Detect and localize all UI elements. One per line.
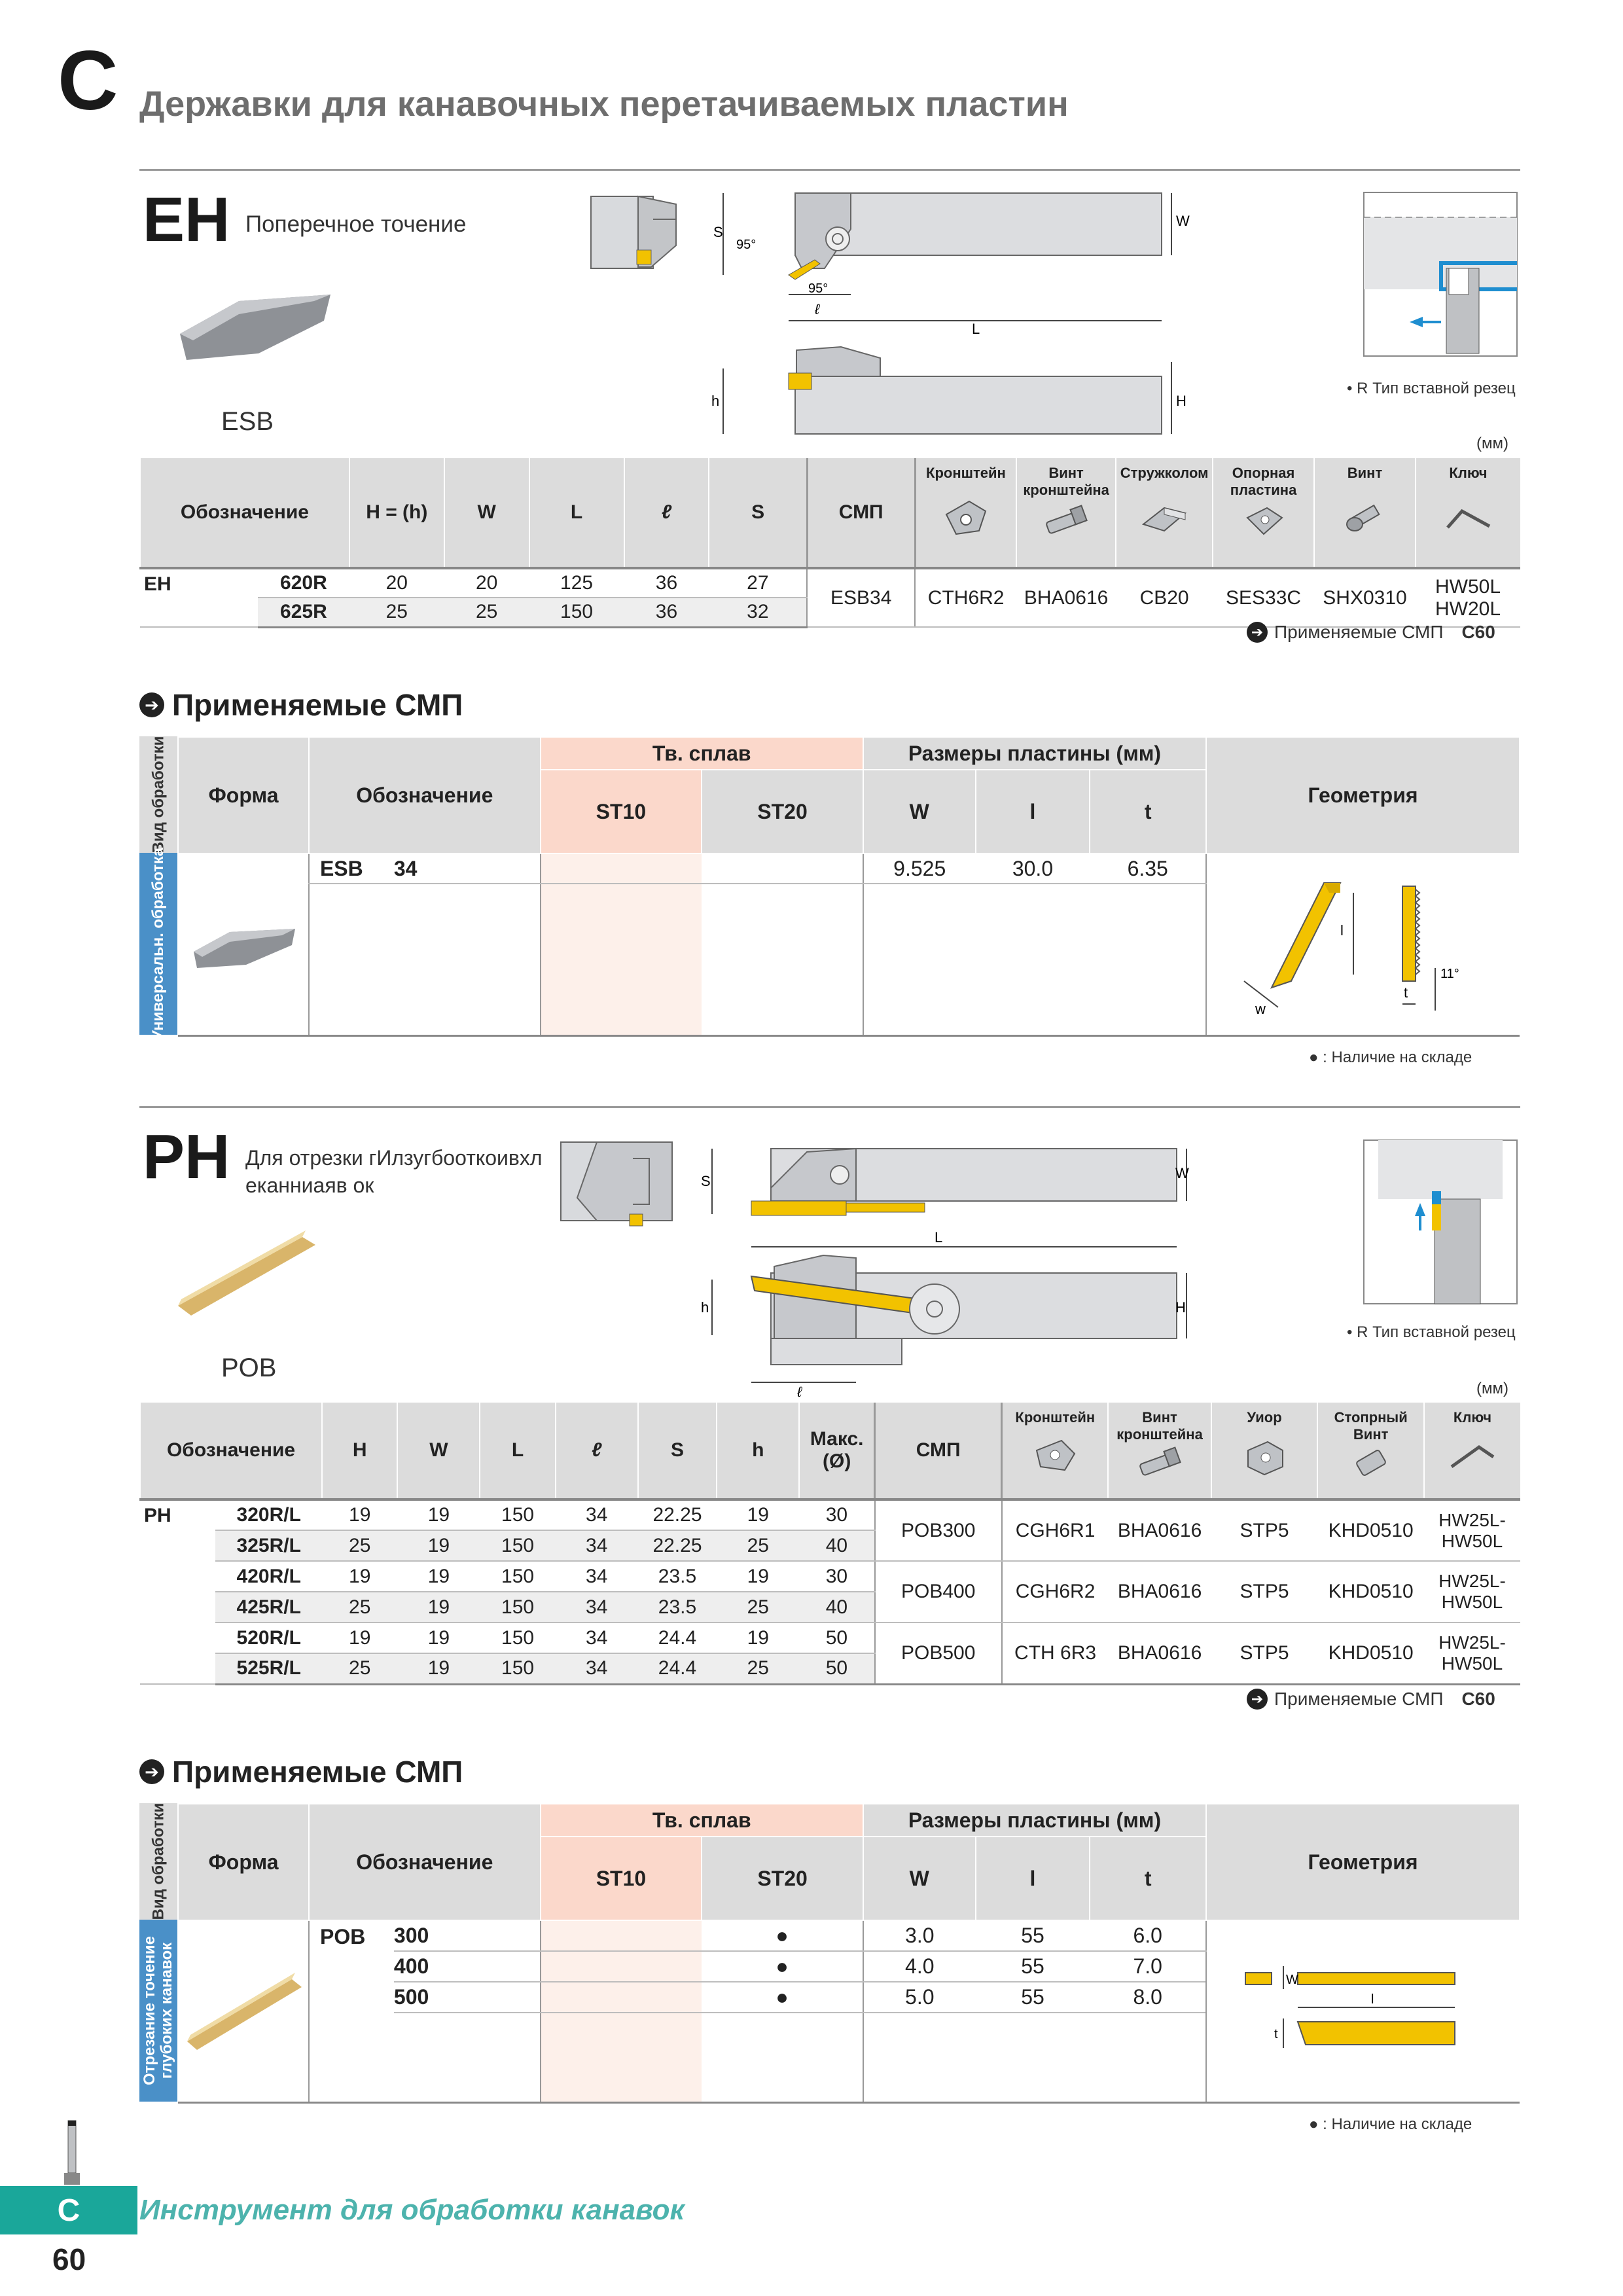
eh-part-keys	[1416, 568, 1520, 627]
chipbreaker-icon	[1138, 495, 1190, 541]
eh-part-bracket: CTH6R2	[915, 568, 1016, 627]
ph-dimension-drawing	[699, 1139, 1196, 1401]
eh-dim-s: S	[713, 224, 723, 240]
bracket-icon	[940, 495, 992, 541]
eh-ins-th-form: Форма	[178, 737, 309, 853]
eh-th-ls: ℓ	[624, 458, 709, 568]
ph-ins-row-0-code: 300	[394, 1920, 541, 1951]
ph-mm-unit: (мм)	[1476, 1380, 1508, 1397]
eh-ins-empty	[1090, 884, 1206, 1035]
eh-family: EH	[140, 568, 258, 627]
ph-spec-table	[139, 1403, 1520, 1685]
ph-ins-th-st10: ST10	[541, 1837, 702, 1920]
pob-insert-form-image	[181, 1953, 305, 2064]
ph-row-4-hh: 19	[717, 1623, 799, 1653]
ph-th-h: H	[322, 1403, 397, 1499]
esb-geometry-drawing	[1226, 867, 1501, 1017]
eh-th-bracket-label: Кронштейн	[926, 465, 1006, 481]
eh-application-sketch	[1363, 191, 1520, 361]
ph-ins-row-0-t: 6.0	[1090, 1920, 1206, 1951]
ph-ins-row-2-st10	[541, 1982, 702, 2013]
ph-description-2: еканниаяв ок	[245, 1174, 374, 1197]
ph-group-2-smp: POB500	[875, 1623, 1002, 1684]
ph-row-0-ls: 34	[556, 1499, 638, 1530]
eh-ins-empty	[863, 884, 976, 1035]
eh-dim-L: L	[972, 321, 980, 337]
ph-th-designation: Обозначение	[140, 1403, 322, 1499]
ph-row-1-max: 40	[799, 1530, 874, 1561]
ph-geo-t: t	[1274, 2026, 1278, 2041]
ph-group-0-bracket: CGH6R1	[1002, 1499, 1109, 1561]
eh-geo-l: l	[1340, 922, 1344, 939]
ph-divider	[139, 1106, 1520, 1108]
eh-part-shim: SES33C	[1213, 568, 1314, 627]
ph-row-2-s: 23.5	[638, 1561, 717, 1592]
footer-chapter-tab: C	[0, 2186, 137, 2234]
ph-row-0-h: 19	[322, 1499, 397, 1530]
eh-key-1: HW50L	[1435, 575, 1501, 598]
ph-th-ls: ℓ	[556, 1403, 638, 1499]
eh-ins-th-t: t	[1090, 770, 1206, 853]
eh-th-l: L	[529, 458, 624, 568]
bracket-icon	[1029, 1434, 1081, 1480]
page-number: 60	[52, 2242, 86, 2276]
ph-row-3-s: 23.5	[638, 1592, 717, 1623]
ph-th-l: L	[480, 1403, 555, 1499]
ph-row-1-code: 325R/L	[215, 1530, 322, 1561]
ph-dim-s: S	[701, 1173, 711, 1189]
title-divider	[139, 169, 1520, 171]
ph-row-4-h: 19	[322, 1623, 397, 1653]
arrow-right-icon: ➔	[1247, 622, 1268, 643]
eh-r-note: • R Тип вставной резец	[1347, 380, 1516, 397]
ph-ins-row-1-code: 400	[394, 1951, 541, 1982]
eh-ins-th-st20: ST20	[702, 770, 863, 853]
pob-insert-image	[171, 1211, 322, 1322]
ph-row-5-h: 25	[322, 1653, 397, 1684]
eh-row-0-L: 125	[529, 568, 624, 598]
eh-insert-table	[177, 736, 1520, 1037]
ph-th-bracket-screw-label: Винт кронштейна	[1116, 1409, 1203, 1443]
eh-geo-w: w	[1255, 1000, 1266, 1017]
pob-insert-name: POB	[221, 1354, 277, 1382]
eh-th-h: H = (h)	[349, 458, 444, 568]
ph-ins-row-1-st10	[541, 1951, 702, 1982]
ph-ins-th-st20: ST20	[702, 1837, 863, 1920]
ph-th-key-label: Ключ	[1453, 1409, 1492, 1426]
eh-dim-l-small: ℓ	[815, 301, 820, 317]
ph-dim-L: L	[935, 1229, 943, 1246]
eh-stock-note: ● : Наличие на складе	[1309, 1049, 1472, 1066]
ph-insert-table	[177, 1803, 1520, 2104]
ph-ins-row-0-l: 55	[976, 1920, 1090, 1951]
ph-th-key	[1424, 1403, 1520, 1499]
ph-row-2-hh: 19	[717, 1561, 799, 1592]
ph-ins-empty	[541, 2013, 702, 2102]
ph-row-2-L: 150	[480, 1561, 555, 1592]
ph-ins-th-w: W	[863, 1837, 976, 1920]
eh-ins-form-cell	[178, 853, 309, 1035]
eh-link-page: C60	[1461, 622, 1495, 642]
ph-row-3-hh: 25	[717, 1592, 799, 1623]
eh-row-0-ls: 36	[624, 568, 709, 598]
esb-insert-image	[167, 281, 337, 373]
ph-ins-row-0-st10	[541, 1920, 702, 1951]
ph-row-3-w: 19	[397, 1592, 480, 1623]
ph-group-1-key: HW25L-HW50L	[1424, 1561, 1520, 1623]
eh-part-screw: SHX0310	[1314, 568, 1416, 627]
ph-ins-empty	[1090, 2013, 1206, 2102]
chapter-letter: C	[58, 34, 118, 128]
eh-ins-empty	[702, 884, 863, 1035]
stop-block-icon	[1238, 1434, 1291, 1480]
eh-th-screw	[1314, 458, 1416, 568]
eh-th-key	[1416, 458, 1520, 568]
ph-group-2-bracket: CTH 6R3	[1002, 1623, 1109, 1684]
eh-smp: ESB34	[807, 568, 915, 627]
ph-th-s: S	[638, 1403, 717, 1499]
page-title: Державки для канавочных перетачиваемых пластин	[139, 84, 1069, 124]
ph-row-4-max: 50	[799, 1623, 874, 1653]
eh-inserts-heading-text: Применяемые СМП	[172, 688, 463, 722]
ph-ins-empty	[976, 2013, 1090, 2102]
ph-ins-th-alloy: Тв. сплав	[541, 1804, 863, 1837]
eh-th-s: S	[709, 458, 807, 568]
screw-icon	[1040, 501, 1092, 541]
esb-insert-form-image	[184, 906, 302, 978]
ph-group-0-stop: STP5	[1211, 1499, 1318, 1561]
hex-key-icon	[1446, 1434, 1499, 1480]
ph-family: PH	[140, 1499, 215, 1684]
ph-group-0-key: HW25L-HW50L	[1424, 1499, 1520, 1561]
ph-group-1-bracket: CGH6R2	[1002, 1561, 1109, 1623]
ph-dim-l-small: ℓ	[797, 1384, 802, 1400]
eh-angle-1: 95°	[736, 238, 757, 252]
ph-side-process-type	[139, 1803, 177, 1920]
ph-th-max-1: Макс.	[810, 1428, 864, 1450]
ph-ins-form-cell	[178, 1920, 309, 2102]
eh-ins-row-0-w: 9.525	[863, 853, 976, 884]
eh-row-1-ls: 36	[624, 598, 709, 627]
eh-row-0-w: 20	[444, 568, 529, 598]
eh-spec-table	[139, 458, 1520, 628]
eh-ins-empty	[541, 884, 702, 1035]
ph-row-5-code: 525R/L	[215, 1653, 322, 1684]
ph-ins-empty	[863, 2013, 976, 2102]
ph-row-5-L: 150	[480, 1653, 555, 1684]
eh-link-text: Применяемые СМП	[1274, 622, 1444, 642]
ph-group-0-stop-screw: KHD0510	[1317, 1499, 1424, 1561]
eh-ins-th-st10: ST10	[541, 770, 702, 853]
ph-group-2-key: HW25L-HW50L	[1424, 1623, 1520, 1684]
ph-row-0-s: 22.25	[638, 1499, 717, 1530]
eh-inserts-heading	[139, 687, 463, 723]
ph-stock-note: ● : Наличие на складе	[1309, 2115, 1472, 2133]
eh-geo-t: t	[1404, 984, 1408, 1001]
eh-ins-row-0-st10	[541, 853, 702, 884]
eh-ins-th-alloy: Тв. сплав	[541, 737, 863, 770]
eh-mm-unit: (мм)	[1476, 435, 1508, 452]
ph-row-2-w: 19	[397, 1561, 480, 1592]
ph-group-2-bracket-screw: BHA0616	[1108, 1623, 1211, 1684]
ph-dim-w: W	[1175, 1165, 1189, 1181]
eh-th-bracket-screw	[1016, 458, 1116, 568]
eh-ins-th-geometry: Геометрия	[1206, 737, 1520, 853]
eh-th-w: W	[444, 458, 529, 568]
ph-th-stop-label: Уиор	[1247, 1409, 1282, 1426]
ph-ins-empty	[702, 2013, 863, 2102]
ph-row-1-s: 22.25	[638, 1530, 717, 1561]
eh-ins-th-dims: Размеры пластины (мм)	[863, 737, 1206, 770]
eh-inserts-link[interactable]	[1247, 622, 1495, 643]
ph-link-text: Применяемые СМП	[1274, 1689, 1444, 1709]
ph-group-0-bracket-screw: BHA0616	[1108, 1499, 1211, 1561]
ph-ins-row-2-st20: ●	[702, 1982, 863, 2013]
eh-row-1-code: 625R	[258, 598, 349, 627]
ph-ins-row-2-t: 8.0	[1090, 1982, 1206, 2013]
ph-row-2-code: 420R/L	[215, 1561, 322, 1592]
ph-side-bottom-line-1: Отрезание точение	[141, 1935, 159, 2086]
ph-row-5-ls: 34	[556, 1653, 638, 1684]
ph-row-3-L: 150	[480, 1592, 555, 1623]
ph-row-0-w: 19	[397, 1499, 480, 1530]
eh-row-1-h: 25	[349, 598, 444, 627]
eh-th-bracket-screw-label: Винт кронштейна	[1023, 465, 1109, 498]
ph-row-1-hh: 25	[717, 1530, 799, 1561]
eh-th-key-label: Ключ	[1449, 465, 1488, 481]
eh-key-2: HW20L	[1435, 598, 1501, 620]
ph-row-1-w: 19	[397, 1530, 480, 1561]
eh-row-1-L: 150	[529, 598, 624, 627]
eh-ins-th-l: l	[976, 770, 1090, 853]
ph-group-1-stop: STP5	[1211, 1561, 1318, 1623]
ph-geo-w: W	[1286, 1972, 1298, 1987]
set-screw-icon	[1345, 1443, 1397, 1482]
eh-ins-row-0-code: 34	[394, 853, 541, 884]
ph-ins-family: POB	[309, 1920, 394, 2102]
ph-side-top-text: Вид обработки	[149, 1803, 168, 1920]
screw-icon	[1133, 1443, 1186, 1482]
ph-th-w: W	[397, 1403, 480, 1499]
eh-row-0-code: 620R	[258, 568, 349, 598]
ph-ins-th-l: l	[976, 1837, 1090, 1920]
ph-row-5-s: 24.4	[638, 1653, 717, 1684]
ph-row-5-w: 19	[397, 1653, 480, 1684]
ph-side-bottom-text	[141, 1936, 175, 2085]
ph-th-hh: h	[717, 1403, 799, 1499]
ph-row-0-hh: 19	[717, 1499, 799, 1530]
ph-row-3-max: 40	[799, 1592, 874, 1623]
eh-th-bracket	[915, 458, 1016, 568]
ph-row-0-max: 30	[799, 1499, 874, 1530]
ph-group-1-stop-screw: KHD0510	[1317, 1561, 1424, 1623]
ph-link-page: C60	[1461, 1689, 1495, 1709]
ph-ins-row-1-st20: ●	[702, 1951, 863, 1982]
ph-ins-th-geometry: Геометрия	[1206, 1804, 1520, 1920]
eh-side-top-text: Вид обработки	[149, 736, 168, 853]
pob-geometry-drawing	[1226, 1950, 1501, 2068]
esb-insert-name: ESB	[221, 407, 274, 436]
ph-dim-H: H	[1175, 1299, 1186, 1316]
ph-row-1-h: 25	[322, 1530, 397, 1561]
eh-ins-row-0-t: 6.35	[1090, 853, 1206, 884]
eh-ins-family: ESB	[309, 853, 394, 884]
eh-row-1-s: 32	[709, 598, 807, 627]
ph-row-5-hh: 25	[717, 1653, 799, 1684]
eh-th-shim	[1213, 458, 1314, 568]
ph-ins-empty	[394, 2013, 541, 2102]
eh-dim-h: h	[711, 393, 720, 409]
eh-dimension-drawing	[710, 187, 1190, 442]
ph-ins-row-2-code: 500	[394, 1982, 541, 2013]
eh-side-universal	[139, 847, 177, 1041]
ph-th-bracket	[1002, 1403, 1109, 1499]
eh-part-bracket-screw: BHA0616	[1016, 568, 1116, 627]
ph-r-note: • R Тип вставной резец	[1347, 1323, 1516, 1341]
ph-side-bottom-line-2: глубоких канавок	[158, 1942, 176, 2079]
ph-row-5-max: 50	[799, 1653, 874, 1684]
ph-ins-row-0-w: 3.0	[863, 1920, 976, 1951]
eh-th-shim-label: Опорная пластина	[1230, 465, 1297, 498]
ph-row-0-L: 150	[480, 1499, 555, 1530]
eh-angle-2: 95°	[808, 281, 829, 296]
ph-th-smp: СМП	[875, 1403, 1002, 1499]
ph-row-0-code: 320R/L	[215, 1499, 322, 1530]
arrow-right-icon: ➔	[139, 692, 164, 717]
ph-row-2-max: 30	[799, 1561, 874, 1592]
ph-group-1-smp: POB400	[875, 1561, 1002, 1623]
eh-geo-angle: 11°	[1440, 966, 1459, 981]
ph-row-1-L: 150	[480, 1530, 555, 1561]
eh-th-smp: СМП	[807, 458, 915, 568]
ph-application-sketch	[1363, 1139, 1520, 1309]
eh-th-screw-label: Винт	[1347, 465, 1383, 481]
ph-code: PH	[143, 1122, 230, 1192]
eh-ins-empty	[309, 884, 394, 1035]
ph-row-2-h: 19	[322, 1561, 397, 1592]
eh-end-view	[586, 190, 684, 281]
ph-row-4-w: 19	[397, 1623, 480, 1653]
eh-row-0-s: 27	[709, 568, 807, 598]
ph-group-0-smp: POB300	[875, 1499, 1002, 1561]
eh-description: Поперечное точение	[245, 211, 467, 237]
ph-th-bracket-screw	[1108, 1403, 1211, 1499]
ph-th-max	[799, 1403, 874, 1499]
ph-row-4-code: 520R/L	[215, 1623, 322, 1653]
ph-side-cutoff	[139, 1920, 177, 2102]
ph-ins-row-2-l: 55	[976, 1982, 1090, 2013]
arrow-right-icon: ➔	[139, 1759, 164, 1784]
ph-row-2-ls: 34	[556, 1561, 638, 1592]
ph-row-4-ls: 34	[556, 1623, 638, 1653]
hex-key-icon	[1442, 495, 1495, 541]
ph-row-4-L: 150	[480, 1623, 555, 1653]
ph-row-3-ls: 34	[556, 1592, 638, 1623]
screw-icon	[1339, 495, 1391, 541]
eh-th-chipbreaker	[1116, 458, 1213, 568]
ph-inserts-heading	[139, 1754, 463, 1789]
ph-description-1: Для отрезки гИлзугбооткоивхл	[245, 1146, 543, 1170]
eh-part-chipbreaker: CB20	[1116, 568, 1213, 627]
ph-ins-geometry-cell	[1206, 1920, 1520, 2102]
ph-ins-row-1-l: 55	[976, 1951, 1090, 1982]
eh-dim-w: W	[1176, 213, 1190, 229]
ph-group-2-stop-screw: KHD0510	[1317, 1623, 1424, 1684]
eh-side-process-type	[139, 736, 177, 853]
ph-row-3-h: 25	[322, 1592, 397, 1623]
eh-side-bottom-text: Универсальн. обработка	[149, 847, 167, 1041]
ph-inserts-heading-text: Применяемые СМП	[172, 1755, 463, 1789]
ph-ins-th-t: t	[1090, 1837, 1206, 1920]
eh-th-designation: Обозначение	[140, 458, 349, 568]
ph-ins-row-0-st20: ●	[702, 1920, 863, 1951]
ph-inserts-link[interactable]	[1247, 1689, 1495, 1710]
arrow-right-icon: ➔	[1247, 1689, 1268, 1710]
ph-row-4-s: 24.4	[638, 1623, 717, 1653]
ph-ins-th-form: Форма	[178, 1804, 309, 1920]
eh-ins-empty	[976, 884, 1090, 1035]
eh-row-1-w: 25	[444, 598, 529, 627]
ph-th-max-2: (Ø)	[823, 1450, 851, 1472]
eh-ins-empty	[394, 884, 541, 1035]
ph-ins-row-1-w: 4.0	[863, 1951, 976, 1982]
eh-ins-row-0-l: 30.0	[976, 853, 1090, 884]
ph-dim-h: h	[701, 1299, 709, 1316]
eh-ins-row-0-st20	[702, 853, 863, 884]
shim-icon	[1238, 501, 1290, 541]
ph-ins-th-dims: Размеры пластины (мм)	[863, 1804, 1206, 1837]
ph-end-view	[558, 1139, 675, 1230]
eh-ins-th-w: W	[863, 770, 976, 853]
eh-ins-th-designation: Обозначение	[309, 737, 541, 853]
ph-th-bracket-label: Кронштейн	[1015, 1409, 1096, 1426]
eh-ins-geometry-cell	[1206, 853, 1520, 1035]
eh-dim-H: H	[1176, 393, 1186, 409]
eh-th-chipbreaker-label: Стружколом	[1120, 465, 1209, 481]
ph-th-stop-screw	[1317, 1403, 1424, 1499]
eh-row-0-h: 20	[349, 568, 444, 598]
ph-th-stop	[1211, 1403, 1318, 1499]
ph-row-3-code: 425R/L	[215, 1592, 322, 1623]
ph-ins-row-1-t: 7.0	[1090, 1951, 1206, 1982]
ph-group-1-bracket-screw: BHA0616	[1108, 1561, 1211, 1623]
ph-ins-row-2-w: 5.0	[863, 1982, 976, 2013]
ph-ins-th-designation: Обозначение	[309, 1804, 541, 1920]
ph-row-1-ls: 34	[556, 1530, 638, 1561]
eh-code: EH	[143, 185, 230, 255]
ph-th-stop-screw-label: Стопрный Винт	[1334, 1409, 1408, 1443]
footer-title: Инструмент для обработки канавок	[139, 2194, 685, 2226]
ph-group-2-stop: STP5	[1211, 1623, 1318, 1684]
footer-tool-icon	[59, 2121, 85, 2186]
ph-geo-l: l	[1371, 1992, 1374, 2007]
